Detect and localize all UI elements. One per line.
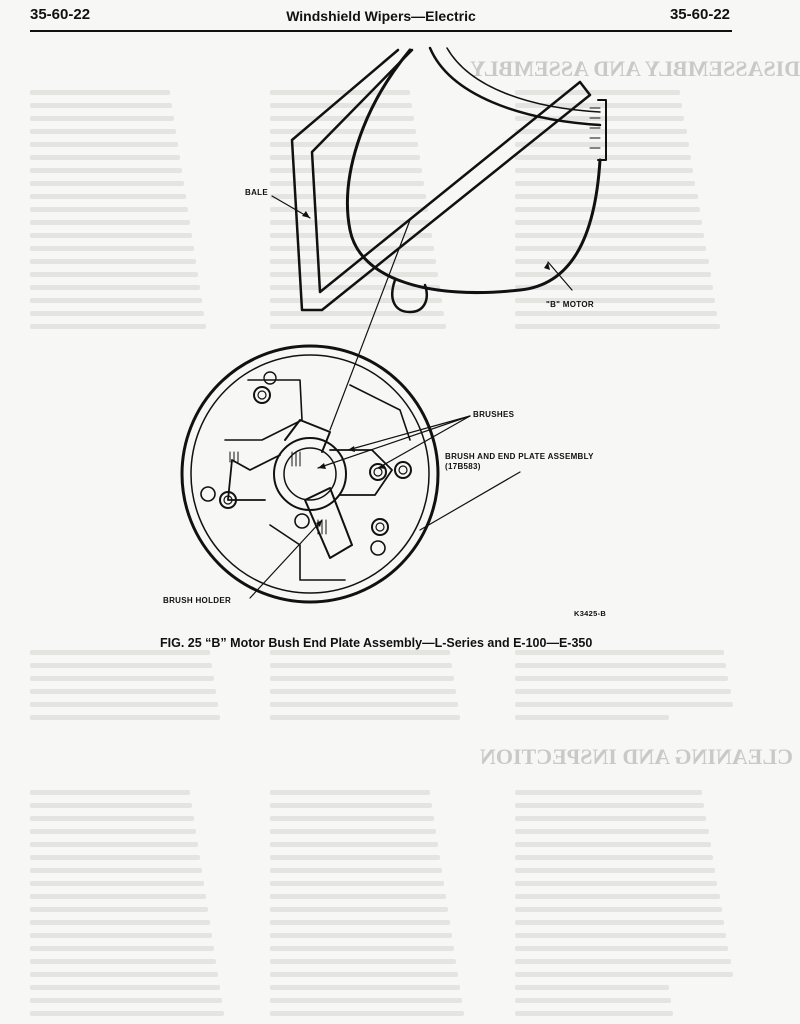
label-bale: BALE [245, 188, 268, 197]
label-brushes: BRUSHES [473, 410, 515, 419]
page-title: Windshield Wipers—Electric [286, 8, 476, 24]
arrow-heads [302, 211, 550, 527]
label-figure-code: K3425-B [574, 609, 607, 618]
label-brush-end-plate: BRUSH AND END PLATE ASSEMBLY [445, 452, 594, 461]
figure-caption: FIG. 25 “B” Motor Bush End Plate Assembly—L-Series and E-100—E-350 [160, 636, 593, 650]
label-b-motor: "B" MOTOR [546, 300, 594, 309]
label-part-number: (17B583) [445, 462, 481, 471]
bleedthrough-heading-bottom: CLEANING AND INSPECTION [480, 744, 793, 769]
page-number-left: 35-60-22 [30, 6, 91, 23]
motor-housing-drawing [348, 48, 607, 312]
end-plate-drawing [182, 346, 438, 602]
page-number-right: 35-60-22 [669, 6, 730, 23]
bale-wire-drawing [292, 50, 590, 310]
label-brush-holder: BRUSH HOLDER [163, 596, 232, 605]
bleedthrough-heading-top: DISASSEMBLY AND ASSEMBLY [470, 56, 800, 81]
